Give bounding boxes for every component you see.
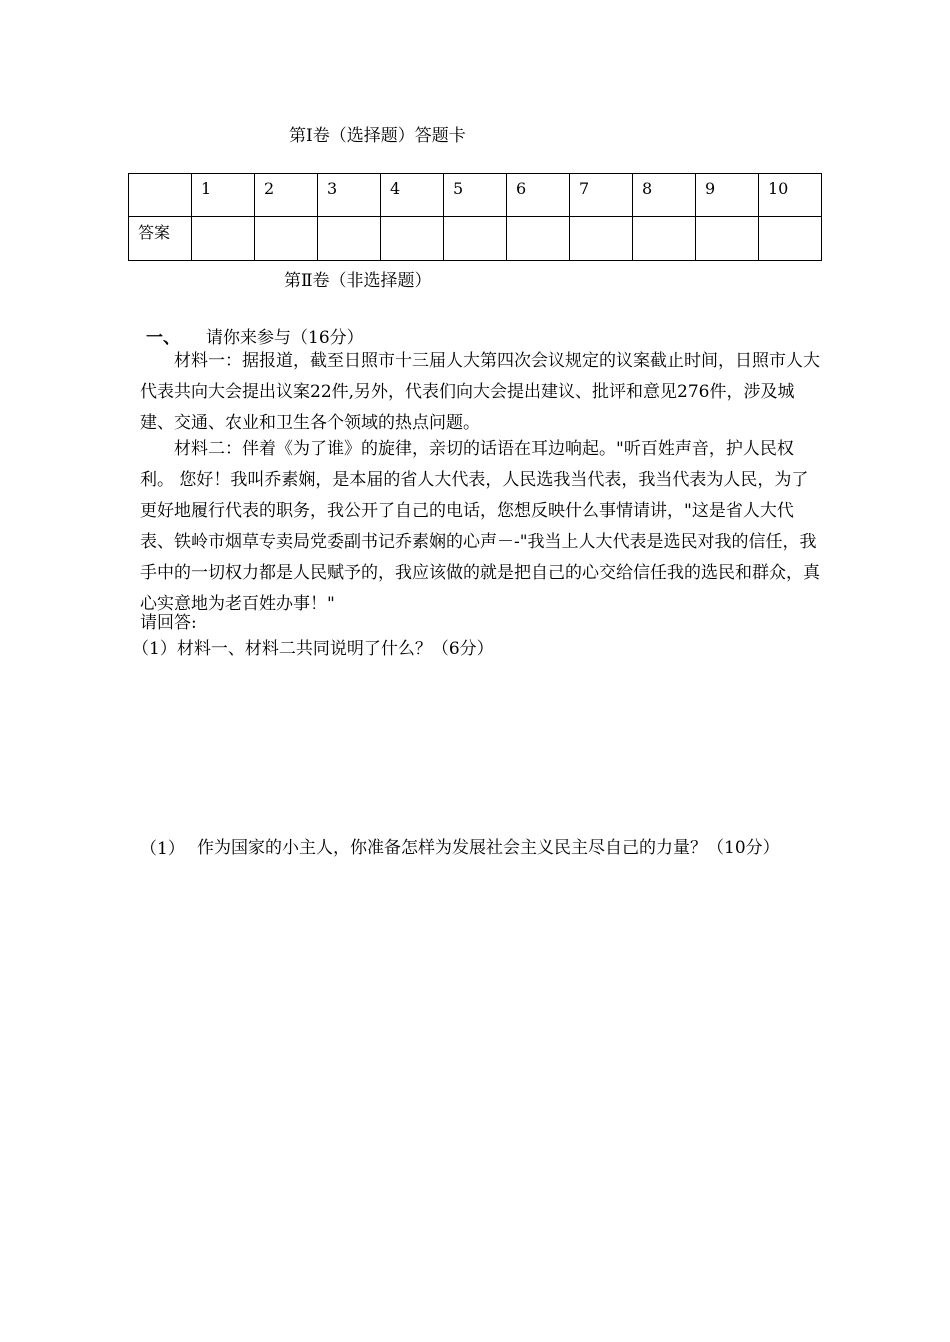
answer-cell[interactable] xyxy=(633,217,696,261)
question-two-text: 作为国家的小主人，你准备怎样为发展社会主义民主尽自己的力量？（10分） xyxy=(197,838,780,858)
question-one: （1）材料一、材料二共同说明了什么？（6分） xyxy=(132,639,494,659)
section-heading xyxy=(146,323,364,348)
question-number-cell: 2 xyxy=(255,174,318,217)
question-number-cell: 8 xyxy=(633,174,696,217)
question-number-cell: 4 xyxy=(381,174,444,217)
answer-cell[interactable] xyxy=(192,217,255,261)
part1-title: 第Ⅰ卷（选择题）答题卡 xyxy=(289,126,466,146)
question-two-number: （1） xyxy=(140,839,185,859)
answer-cell[interactable] xyxy=(255,217,318,261)
question-number-cell: 10 xyxy=(759,174,822,217)
answer-row xyxy=(129,217,822,261)
answer-row-label: 答案 xyxy=(129,217,192,261)
question-number-cell: 1 xyxy=(192,174,255,217)
question-number-cell: 5 xyxy=(444,174,507,217)
question-number-cell: 3 xyxy=(318,174,381,217)
answer-card-table xyxy=(128,173,822,261)
answer-cell[interactable] xyxy=(759,217,822,261)
answer-prompt: 请回答: xyxy=(140,613,197,633)
answer-cell[interactable] xyxy=(381,217,444,261)
answer-cell[interactable] xyxy=(696,217,759,261)
material-one-text: 材料一：据报道，截至日照市十三届人大第四次会议规定的议案截止时间，日照市人大 代表共向大会提出议案22件,另外，代表们向大会提出建议、批评和意见276件，涉及城建、交通、农业和卫生各个领域的热点问题。 xyxy=(140,351,820,433)
material-two xyxy=(140,434,824,620)
material-one xyxy=(140,346,824,439)
part2-title: 第Ⅱ卷（非选择题） xyxy=(284,271,432,291)
question-number-cell: 6 xyxy=(507,174,570,217)
question-number-cell: 7 xyxy=(570,174,633,217)
section-title: 请你来参与（16分） xyxy=(206,328,364,348)
answer-cell[interactable] xyxy=(507,217,570,261)
answer-cell[interactable] xyxy=(444,217,507,261)
section-number: 一、 xyxy=(146,328,180,348)
table-header-row xyxy=(129,174,822,217)
material-two-text: 材料二：伴着《为了谁》的旋律，亲切的话语在耳边响起。"听百姓声音，护人民权利。 您好！我叫乔素娴，是本届的省人大代表，人民选我当代表，我当代表为人民，为了更好地履行代表的职务，我公开了自己的电话，您想反映什么事情请讲，"这是省人大代表、铁岭市烟草专卖局党委副书记乔素娴的心声－-"我当上人大代表是选民对我的信任，我手中的一切权力都是人民赋予的，我应该做的就是把自己的心交给信任我的选民和群众，真心实意地为老百姓办事！" xyxy=(140,439,820,614)
answer-cell[interactable] xyxy=(570,217,633,261)
question-number-cell: 9 xyxy=(696,174,759,217)
table-corner-cell xyxy=(129,174,192,217)
answer-cell[interactable] xyxy=(318,217,381,261)
